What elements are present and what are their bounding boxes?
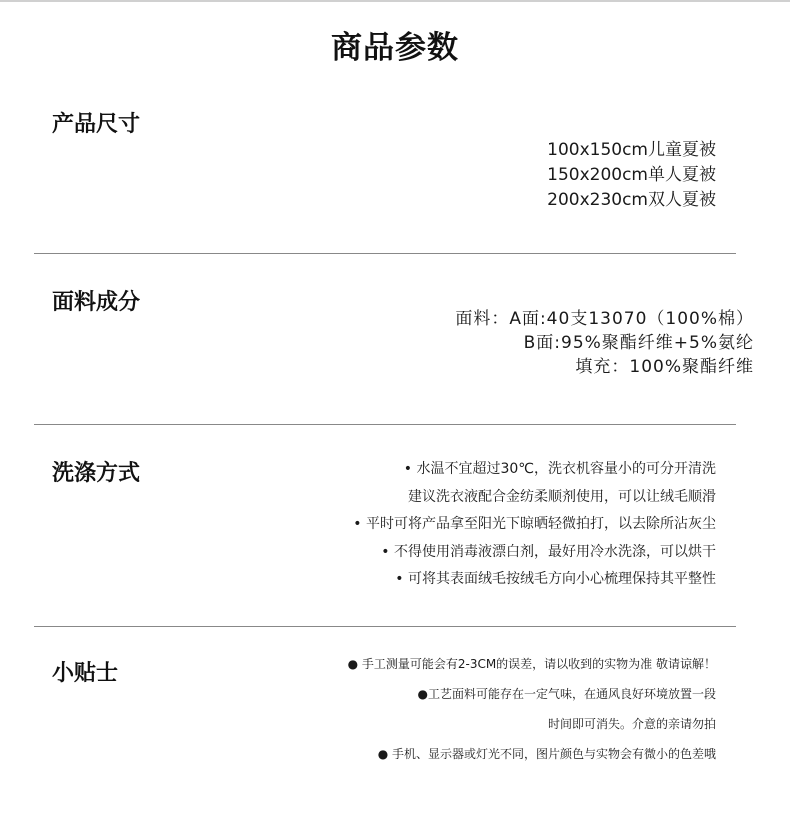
tip-line: ●工艺面料可能存在一定气味，在通风良好环境放置一段 [417, 687, 716, 701]
washing-line: • 水温不宜超过30℃，洗衣机容量小的可分开清洗 [403, 461, 716, 477]
page-title: 商品参数 [331, 30, 459, 66]
fabric-line: 填充：100%聚酯纤维 [575, 357, 754, 377]
washing-line: • 可将其表面绒毛按绒毛方向小心梳理保持其平整性 [395, 571, 716, 587]
washing-line: • 平时可将产品拿至阳光下晾晒轻微拍打，以去除所沾灰尘 [353, 516, 716, 532]
fabric-section-title: 面料成分 [52, 290, 141, 315]
washing-section-title: 洗涤方式 [52, 461, 141, 486]
tip-line: ● 手机、显示器或灯光不同，图片颜色与实物会有微小的色差哦 [377, 747, 716, 761]
size-section-title: 产品尺寸 [52, 112, 141, 137]
tip-line: 时间即可消失。介意的亲请勿拍 [547, 717, 716, 731]
size-line: 100x150cm儿童夏被 [547, 140, 716, 160]
top-rule [0, 0, 790, 2]
fabric-line: 面料：A面:40支13070（100%棉） [455, 309, 754, 329]
tip-line: ● 手工测量可能会有2-3CM的误差，请以收到的实物为准 敬请谅解！ [347, 657, 716, 671]
section-divider [34, 424, 736, 425]
washing-line: • 不得使用消毒液漂白剂，最好用冷水洗涤，可以烘干 [381, 543, 716, 560]
size-line: 150x200cm单人夏被 [547, 165, 716, 185]
tips-list [348, 649, 716, 769]
fabric-list [455, 307, 754, 379]
section-divider [34, 253, 736, 254]
size-line: 200x230cm双人夏被 [547, 190, 716, 210]
washing-list [353, 456, 716, 594]
section-divider [34, 626, 736, 627]
washing-line: 建议洗衣液配合金纺柔顺剂使用，可以让绒毛顺滑 [408, 488, 716, 505]
size-list [547, 138, 716, 213]
tips-section-title: 小贴士 [52, 661, 119, 686]
fabric-line: B面:95%聚酯纤维+5%氨纶 [523, 333, 754, 353]
